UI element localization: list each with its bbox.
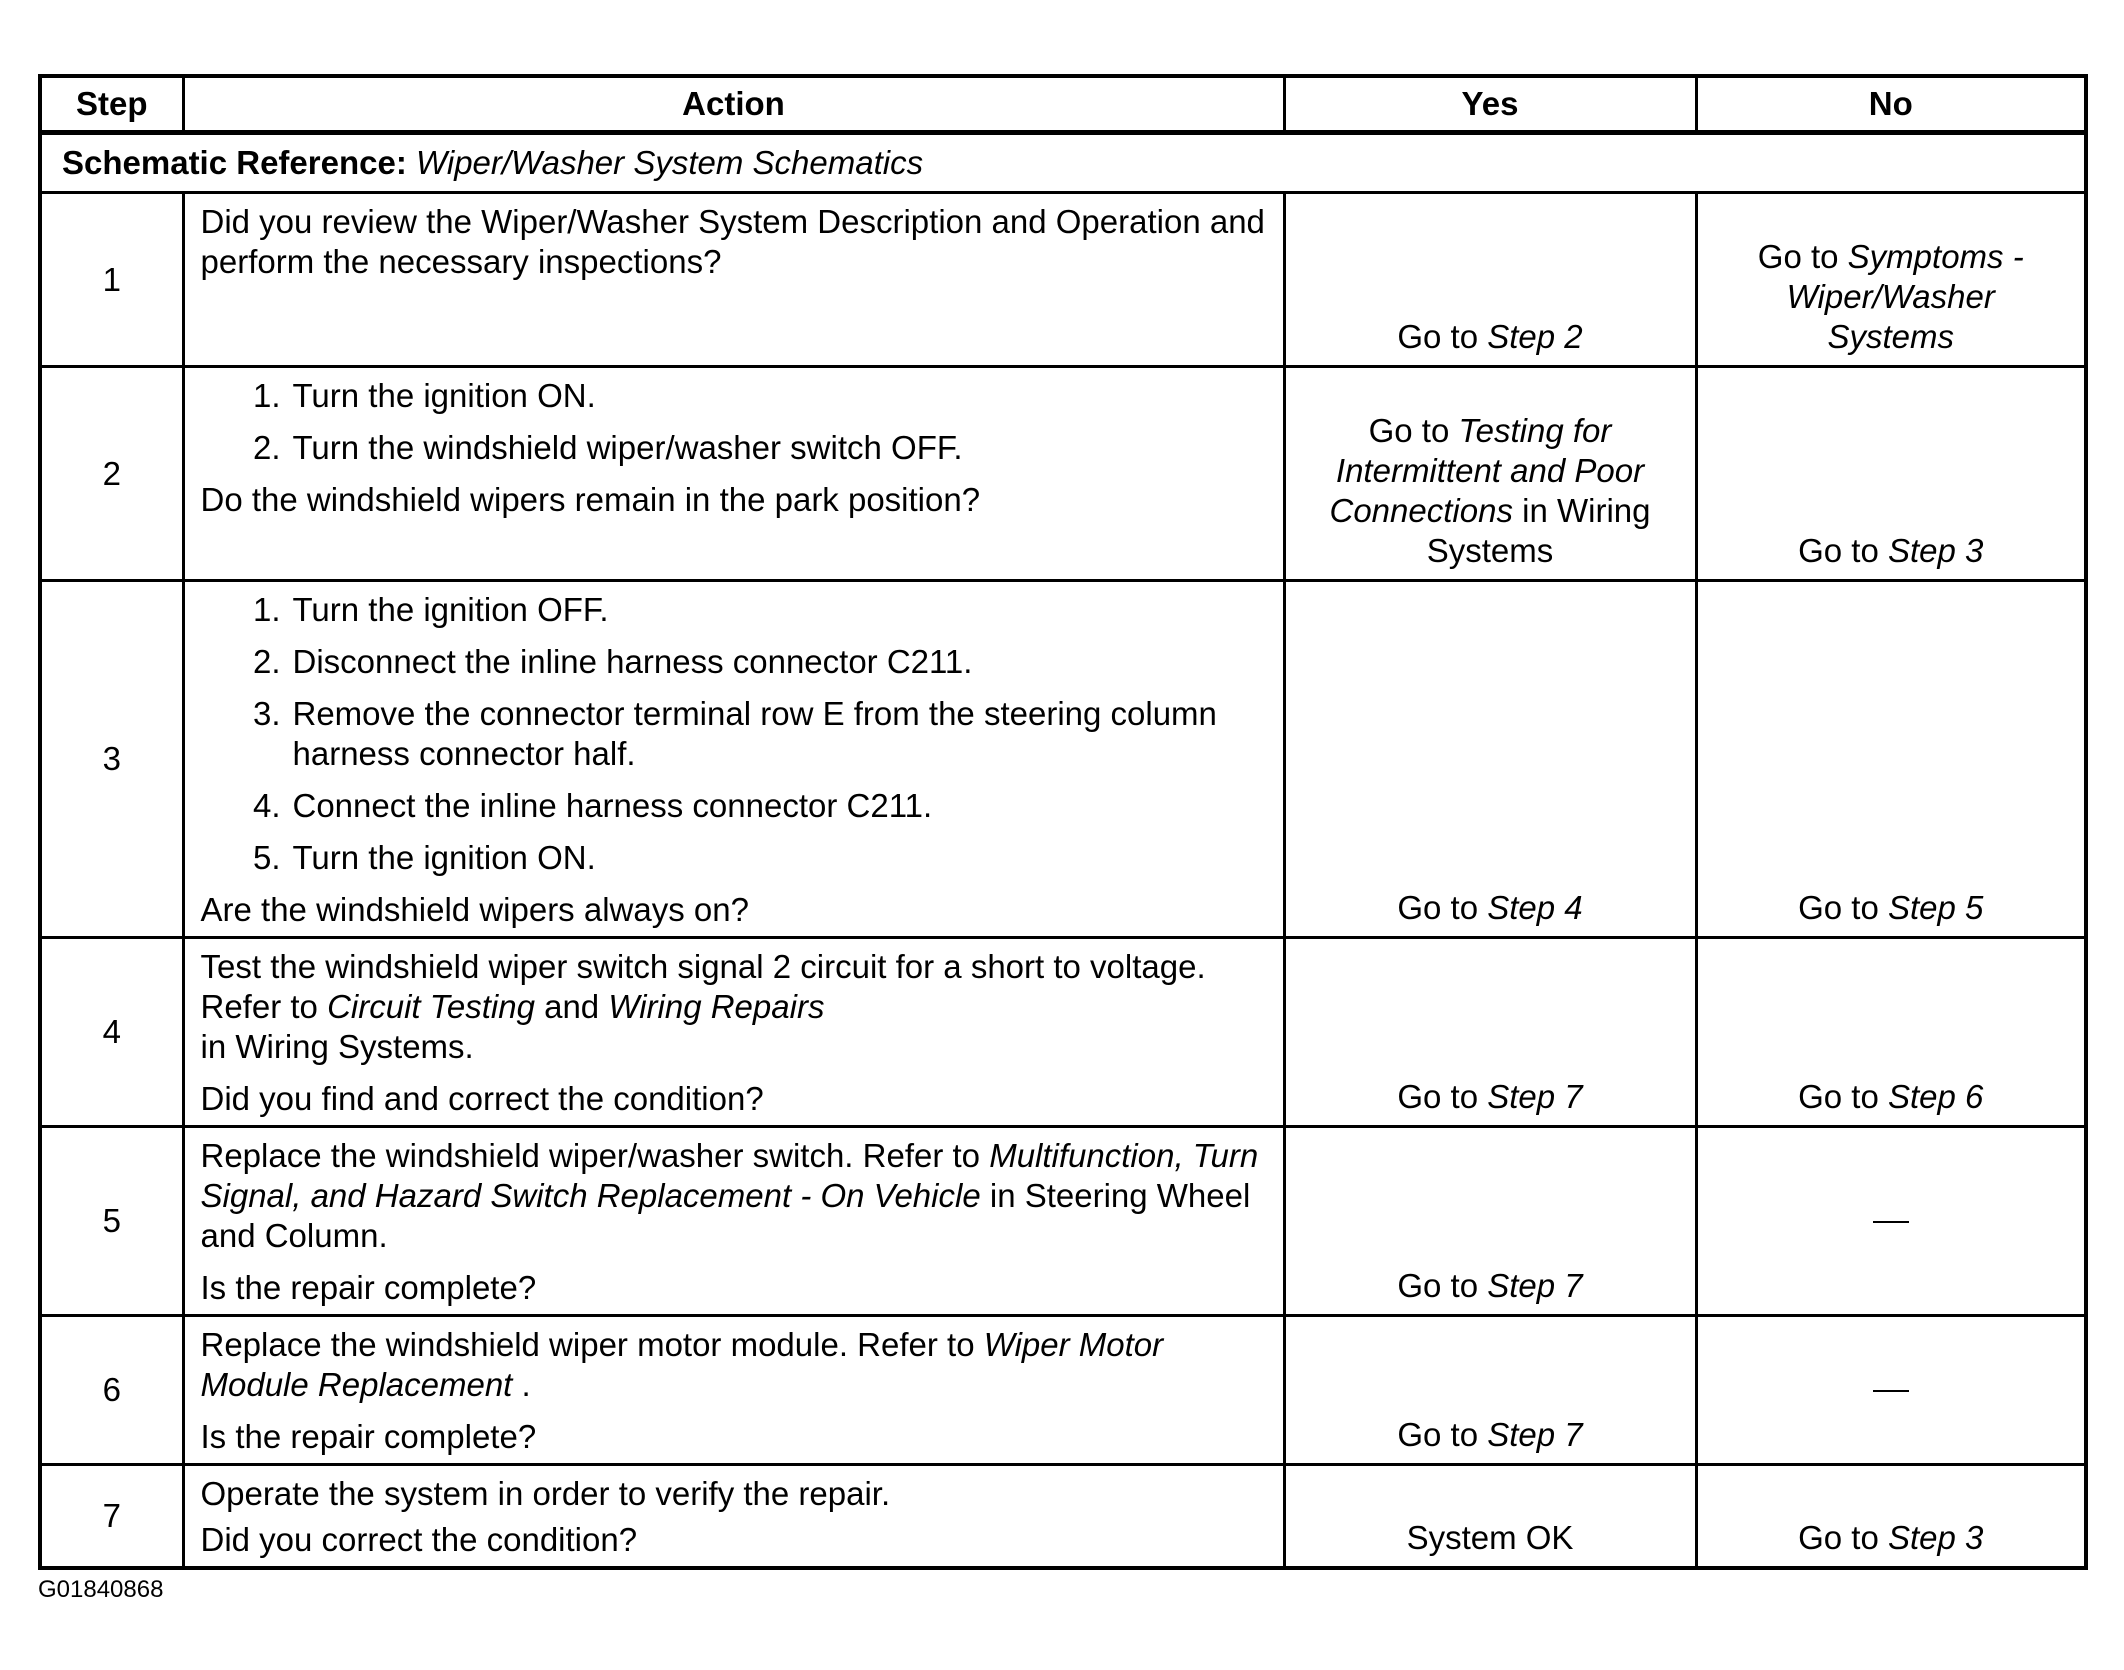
goto-link[interactable]: Step 7 xyxy=(1487,1416,1583,1453)
action-cell xyxy=(183,193,1284,367)
action-question: Is the repair complete? xyxy=(200,1269,537,1306)
schematic-link[interactable]: Wiper/Washer System Schematics xyxy=(416,144,924,181)
no-cell: Go to Step 5 xyxy=(1696,581,2086,938)
goto-link[interactable]: Step 7 xyxy=(1487,1078,1583,1115)
table-row xyxy=(40,1465,2086,1569)
header-action: Action xyxy=(183,76,1284,133)
list-item: 2. Disconnect the inline harness connector C211. xyxy=(252,643,973,680)
list-item: 1. Turn the ignition ON. xyxy=(252,377,596,414)
table-row xyxy=(40,1127,2086,1316)
table-row xyxy=(40,367,2086,581)
no-cell: Go to Symptoms - Wiper/Washer Systems xyxy=(1696,193,2086,367)
step-number: 5 xyxy=(40,1127,183,1316)
action-question: Did you correct the condition? xyxy=(200,1521,638,1558)
table-row xyxy=(40,581,2086,938)
circuit-testing-link[interactable]: Circuit Testing xyxy=(327,988,535,1025)
goto-link[interactable]: Step 6 xyxy=(1887,1078,1984,1115)
goto-link[interactable]: Step 3 xyxy=(1887,532,1984,569)
no-cell: Go to Step 6 xyxy=(1696,938,2086,1127)
diagnostic-table xyxy=(38,74,2088,1570)
yes-cell: Go to Step 4 xyxy=(1284,581,1696,938)
action-cell xyxy=(183,1465,1284,1569)
list-item: 4. Connect the inline harness connector C211. xyxy=(252,787,933,824)
step-number: 2 xyxy=(40,367,183,581)
action-cell xyxy=(183,1127,1284,1316)
table-row xyxy=(40,1316,2086,1465)
step-number: 1 xyxy=(40,193,183,367)
schematic-reference xyxy=(40,133,2086,193)
header-step: Step xyxy=(40,76,183,133)
action-steps xyxy=(201,376,1273,468)
action-cell xyxy=(183,367,1284,581)
action-text: Operate the system in order to verify the repair. xyxy=(200,1475,891,1512)
list-item: 2. Turn the windshield wiper/washer switch OFF. xyxy=(252,429,963,466)
switch-replacement-link[interactable]: Multifunction, Turn Signal, and Hazard Switch Replacement - On Vehicle xyxy=(200,1137,1259,1214)
header-no: No xyxy=(1696,76,2086,133)
figure-id: G01840868 xyxy=(38,1576,164,1603)
step-number: 7 xyxy=(40,1465,183,1569)
action-cell xyxy=(183,1316,1284,1465)
yes-cell: Go to Step 7 xyxy=(1284,938,1696,1127)
goto-link[interactable]: Symptoms - Wiper/Washer Systems xyxy=(1786,238,2024,355)
schematic-label: Schematic Reference: xyxy=(62,144,407,181)
action-question: Did you find and correct the condition? xyxy=(200,1080,764,1117)
action-question: Is the repair complete? xyxy=(200,1418,537,1455)
no-cell: Go to Step 3 xyxy=(1696,367,2086,581)
schematic-row xyxy=(40,133,2086,193)
goto-link[interactable]: Testing for Intermittent and Poor Connections xyxy=(1329,412,1645,529)
action-question: Do the windshield wipers remain in the park position? xyxy=(200,481,981,518)
action-text: Test the windshield wiper switch signal 2 circuit for a short to voltage. Refer to Circuit Testing and Wiring Repairs in Wiring Systems. xyxy=(200,948,1206,1065)
yes-cell: Go to Step 7 xyxy=(1284,1127,1696,1316)
list-item: 3. Remove the connector terminal row E from the steering column harness connector half. xyxy=(252,695,1217,772)
not-applicable-dash xyxy=(1873,1221,1909,1223)
yes-cell: Go to Step 2 xyxy=(1284,193,1696,367)
goto-link[interactable]: Step 2 xyxy=(1487,318,1583,355)
table-row xyxy=(40,193,2086,367)
goto-link[interactable]: Step 7 xyxy=(1487,1267,1583,1304)
goto-link[interactable]: Step 5 xyxy=(1887,889,1984,926)
action-text: Replace the windshield wiper/washer switch. Refer to Multifunction, Turn Signal, and Hazard Switch Replacement - On Vehicle in Steering Wheel and Column. xyxy=(200,1137,1259,1254)
header-row xyxy=(40,76,2086,133)
not-applicable-dash xyxy=(1873,1390,1909,1392)
no-cell: Go to Step 3 xyxy=(1696,1465,2086,1569)
goto-link[interactable]: Step 3 xyxy=(1887,1519,1984,1556)
no-cell xyxy=(1696,1127,2086,1316)
goto-link[interactable]: Step 4 xyxy=(1487,889,1583,926)
yes-cell xyxy=(1284,1465,1696,1569)
wiring-repairs-link[interactable]: Wiring Repairs xyxy=(608,988,825,1025)
motor-module-replacement-link[interactable]: Wiper Motor Module Replacement xyxy=(200,1326,1164,1403)
step-number: 4 xyxy=(40,938,183,1127)
action-question: Are the windshield wipers always on? xyxy=(200,891,749,928)
table-row xyxy=(40,938,2086,1127)
list-item: 5. Turn the ignition ON. xyxy=(252,839,596,876)
yes-cell: Go to Step 7 xyxy=(1284,1316,1696,1465)
step-number: 3 xyxy=(40,581,183,938)
action-text: Did you review the Wiper/Washer System Description and Operation and perform the necessary inspections? xyxy=(200,203,1265,280)
step-number: 6 xyxy=(40,1316,183,1465)
system-ok-text: System OK xyxy=(1406,1519,1574,1556)
action-steps xyxy=(201,590,1273,878)
action-text: Replace the windshield wiper motor module. Refer to Wiper Motor Module Replacement . xyxy=(200,1326,1164,1403)
action-cell xyxy=(183,938,1284,1127)
yes-cell: Go to Testing for Intermittent and Poor Connections in Wiring Systems xyxy=(1284,367,1696,581)
no-cell xyxy=(1696,1316,2086,1465)
action-cell xyxy=(183,581,1284,938)
header-yes: Yes xyxy=(1284,76,1696,133)
list-item: 1. Turn the ignition OFF. xyxy=(252,591,609,628)
